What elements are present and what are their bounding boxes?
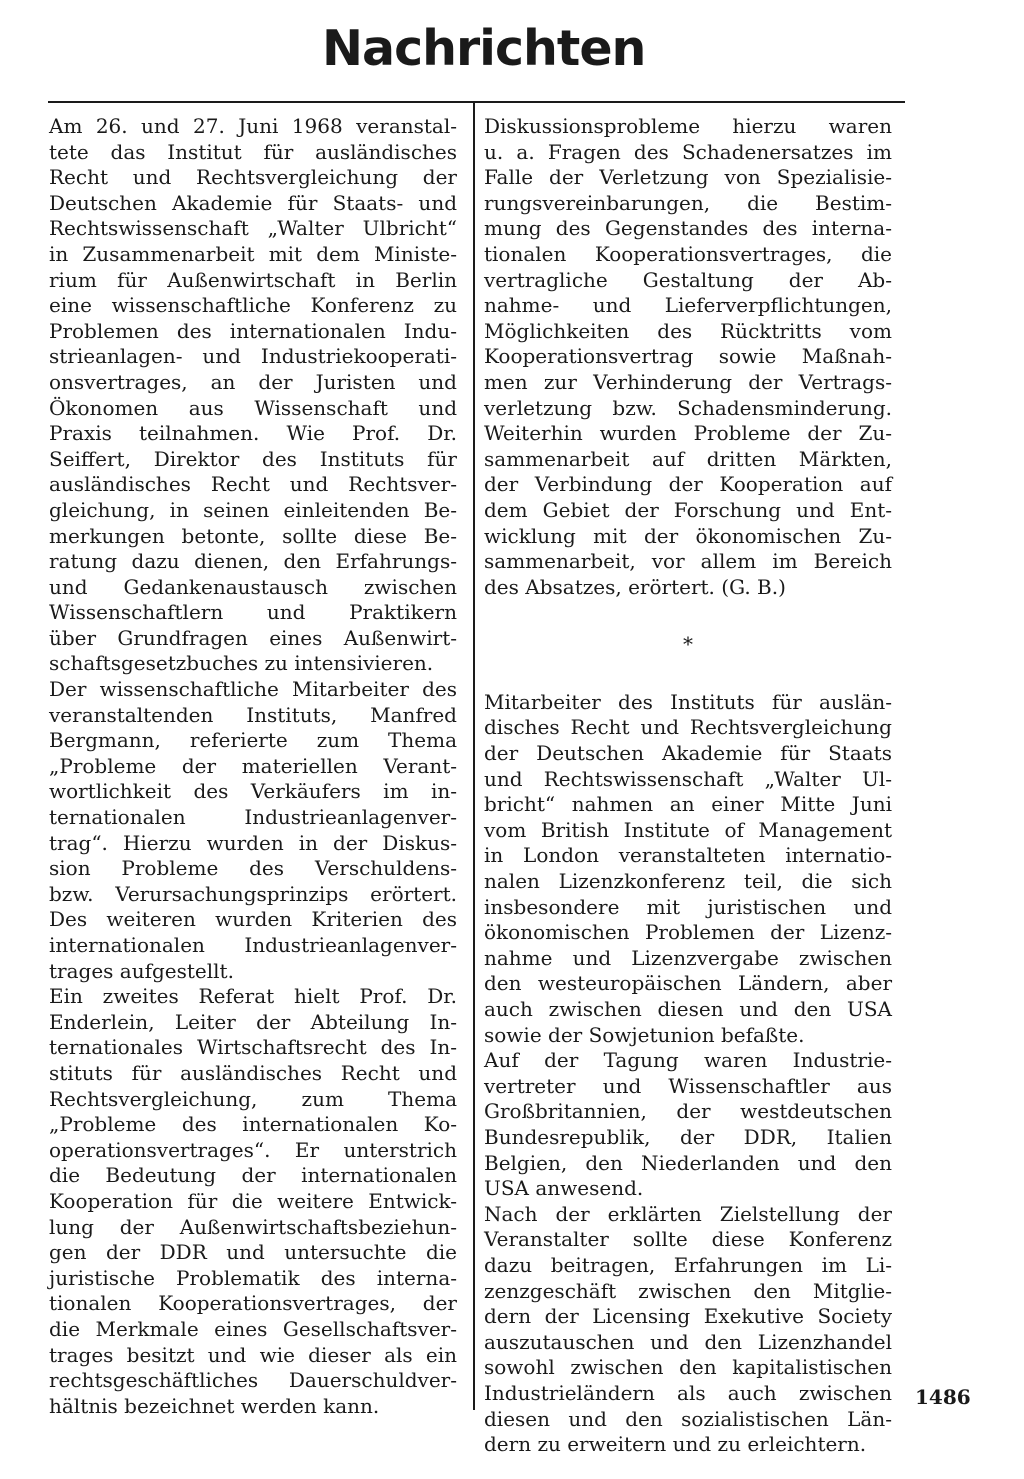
text-line: trages besitzt und wie dieser als ein (49, 1342, 457, 1367)
text-line: über Grundfragen eines Außenwirt- (49, 625, 457, 650)
text-line: der Verbindung der Kooperation auf (484, 472, 892, 497)
right-column (484, 114, 892, 1458)
text-line: die Bedeutung der internationalen (49, 1163, 457, 1188)
text-line: Belgien, den Niederlanden und den (484, 1150, 892, 1175)
column-rule (473, 103, 475, 1410)
text-line: Veranstalter sollte diese Konferenz (484, 1227, 892, 1252)
text-line: sowohl zwischen den kapitalistischen (484, 1355, 892, 1380)
text-line: operationsvertrages“. Er unterstrich (49, 1137, 457, 1162)
text-line: Des weiteren wurden Kriterien des (49, 907, 457, 932)
text-line: dern zu erweitern und zu erleichtern. (484, 1432, 867, 1457)
text-line: sion Probleme des Verschuldens- (49, 856, 457, 881)
text-line: Wissenschaftlern und Praktikern (49, 600, 457, 625)
text-line: Kooperationsvertrag sowie Maßnah- (484, 344, 892, 369)
text-line: ausländisches Recht und Rechtsver- (49, 472, 457, 497)
text-line: Kooperation für die weitere Entwick- (49, 1188, 457, 1213)
text-line: u. a. Fragen des Schadenersatzes im (484, 139, 892, 164)
text-line: onsvertrages, an der Juristen und (49, 369, 457, 394)
text-line: wicklung mit der ökonomischen Zu- (484, 523, 892, 548)
text-line: Rechtswissenschaft „Walter Ulbricht“ (49, 216, 457, 241)
text-line: diesen und den sozialistischen Län- (484, 1406, 892, 1431)
text-line: tete das Institut für ausländisches (49, 139, 457, 164)
text-line: Rechtsvergleichung, zum Thema (49, 1086, 457, 1111)
text-line: men zur Verhinderung der Vertrags- (484, 369, 892, 394)
text-line: Praxis teilnahmen. Wie Prof. Dr. (49, 421, 457, 446)
title-rule (48, 101, 905, 103)
text-line: vertragliche Gestaltung der Ab- (484, 267, 892, 292)
text-line: bzw. Verursachungsprinzips erörtert. (49, 881, 457, 906)
text-line: tionalen Kooperationsvertrages, der (49, 1291, 457, 1316)
text-line: wortlichkeit des Verkäufers im in- (49, 779, 457, 804)
text-line: lung der Außenwirtschaftsbeziehun- (49, 1214, 457, 1239)
text-line: Ökonomen aus Wissenschaft und (49, 395, 457, 420)
text-line: Auf der Tagung waren Industrie- (484, 1048, 892, 1073)
text-line: nahme und Lizenzvergabe zwischen (484, 945, 892, 970)
text-line: und Gedankenaustausch zwischen (49, 574, 457, 599)
text-line: strieanlagen- und Industriekooperati- (49, 344, 457, 369)
text-line: tionalen Kooperationsvertrages, die (484, 241, 892, 266)
text-line: Am 26. und 27. Juni 1968 veranstal- (49, 114, 457, 138)
text-line: rium für Außenwirtschaft in Berlin (49, 267, 457, 292)
text-line: „Probleme des internationalen Ko- (49, 1112, 457, 1137)
text-line: die Merkmale eines Gesellschaftsver- (49, 1316, 457, 1341)
text-line: ratung dazu dienen, den Erfahrungs- (49, 549, 457, 574)
text-line: Diskussionsprobleme hierzu waren (484, 114, 892, 138)
text-line: merkungen betonte, sollte diese Be- (49, 523, 457, 548)
text-line: mung des Gegenstandes des interna- (484, 216, 892, 241)
text-line: ternationalen Industrieanlagenver- (49, 805, 457, 830)
text-line: nalen Lizenzkonferenz teil, die sich (484, 869, 892, 894)
text-line: vertreter und Wissenschaftler aus (484, 1073, 892, 1098)
text-line: verletzung bzw. Schadensminderung. (484, 395, 892, 420)
text-line: hältnis bezeichnet werden kann. (49, 1393, 380, 1418)
text-line: internationalen Industrieanlagenver- (49, 933, 457, 957)
text-line: vom British Institute of Management (484, 817, 892, 842)
text-line: zenzgeschäft zwischen den Mitglie- (484, 1278, 892, 1303)
text-line: sowie der Sowjetunion befaßte. (484, 1022, 805, 1047)
text-line: Mitarbeiter des Instituts für auslän- (484, 689, 892, 714)
text-line: gen der DDR und untersuchte die (49, 1240, 457, 1265)
text-line: Bergmann, referierte zum Thema (49, 728, 457, 753)
text-line: Großbritannien, der westdeutschen (484, 1099, 892, 1124)
text-line: ökonomischen Problemen der Lizenz- (484, 920, 892, 945)
text-line: Falle der Verletzung von Spezialisie- (484, 165, 892, 190)
text-line: insbesondere mit juristischen und (484, 894, 892, 919)
text-line: Problemen des internationalen Indu- (49, 318, 457, 343)
text-line: gleichung, in seinen einleitenden Be- (49, 497, 457, 522)
text-line: trages aufgestellt. (49, 958, 234, 983)
text-line: in London veranstalteten internatio- (484, 843, 892, 868)
text-line: veranstaltenden Instituts, Manfred (49, 702, 457, 727)
section-separator: * (683, 632, 693, 657)
section-gap (484, 600, 892, 632)
text-line: den westeuropäischen Ländern, aber (484, 971, 892, 996)
text-line: Deutschen Akademie für Staats- und (49, 190, 457, 215)
text-line: rechtsgeschäftliches Dauerschuldver- (49, 1368, 457, 1393)
text-line: dern der Licensing Exekutive Society (484, 1304, 892, 1329)
text-line: Nach der erklärten Zielstellung der (484, 1201, 892, 1226)
section-gap (484, 658, 892, 690)
text-line: ternationales Wirtschaftsrecht des In- (49, 1035, 457, 1060)
text-line: „Probleme der materiellen Verant- (49, 753, 457, 778)
text-line: dazu beitragen, Erfahrungen im Li- (484, 1252, 892, 1277)
text-line: Recht und Rechtsvergleichung der (49, 165, 457, 190)
text-line: Weiterhin wurden Probleme der Zu- (484, 421, 892, 446)
text-line: schaftsgesetzbuches zu intensivieren. (49, 651, 434, 676)
text-line: sammenarbeit, vor allem im Bereich (484, 549, 892, 574)
text-line: und Rechtswissenschaft „Walter Ul- (484, 766, 892, 791)
text-line: trag“. Hierzu wurden in der Diskus- (49, 830, 457, 855)
page-number: 1486 (915, 1385, 971, 1409)
text-line: auszutauschen und den Lizenzhandel (484, 1329, 892, 1354)
text-line: juristische Problematik des interna- (49, 1265, 457, 1290)
text-line: stituts für ausländisches Recht und (49, 1060, 457, 1085)
text-line: auch zwischen diesen und den USA (484, 997, 892, 1021)
text-line: eine wissenschaftliche Konferenz zu (49, 293, 457, 318)
text-line: Ein zweites Referat hielt Prof. Dr. (49, 984, 457, 1009)
text-line: in Zusammenarbeit mit dem Ministe- (49, 241, 457, 266)
text-line: rungsvereinbarungen, die Bestim- (484, 190, 892, 215)
text-line: des Absatzes, erörtert. (G. B.) (484, 574, 786, 599)
text-line: disches Recht und Rechtsvergleichung (484, 715, 892, 740)
text-line: Bundesrepublik, der DDR, Italien (484, 1124, 892, 1149)
text-line: nahme- und Lieferverpflichtungen, (484, 293, 892, 318)
text-line: Der wissenschaftliche Mitarbeiter des (49, 677, 457, 702)
text-line: Seiffert, Direktor des Instituts für (49, 446, 457, 471)
text-line: der Deutschen Akademie für Staats (484, 741, 892, 766)
text-line: dem Gebiet der Forschung und Ent- (484, 497, 892, 522)
page-title: Nachrichten (322, 20, 646, 77)
left-column (49, 114, 457, 1419)
text-line: Industrieländern als auch zwischen (484, 1380, 892, 1405)
text-line: USA anwesend. (484, 1176, 644, 1201)
text-line: Möglichkeiten des Rücktritts vom (484, 318, 892, 343)
text-line: Enderlein, Leiter der Abteilung In- (49, 1009, 457, 1034)
text-line: sammenarbeit auf dritten Märkten, (484, 446, 892, 471)
text-line: bricht“ nahmen an einer Mitte Juni (484, 792, 892, 817)
